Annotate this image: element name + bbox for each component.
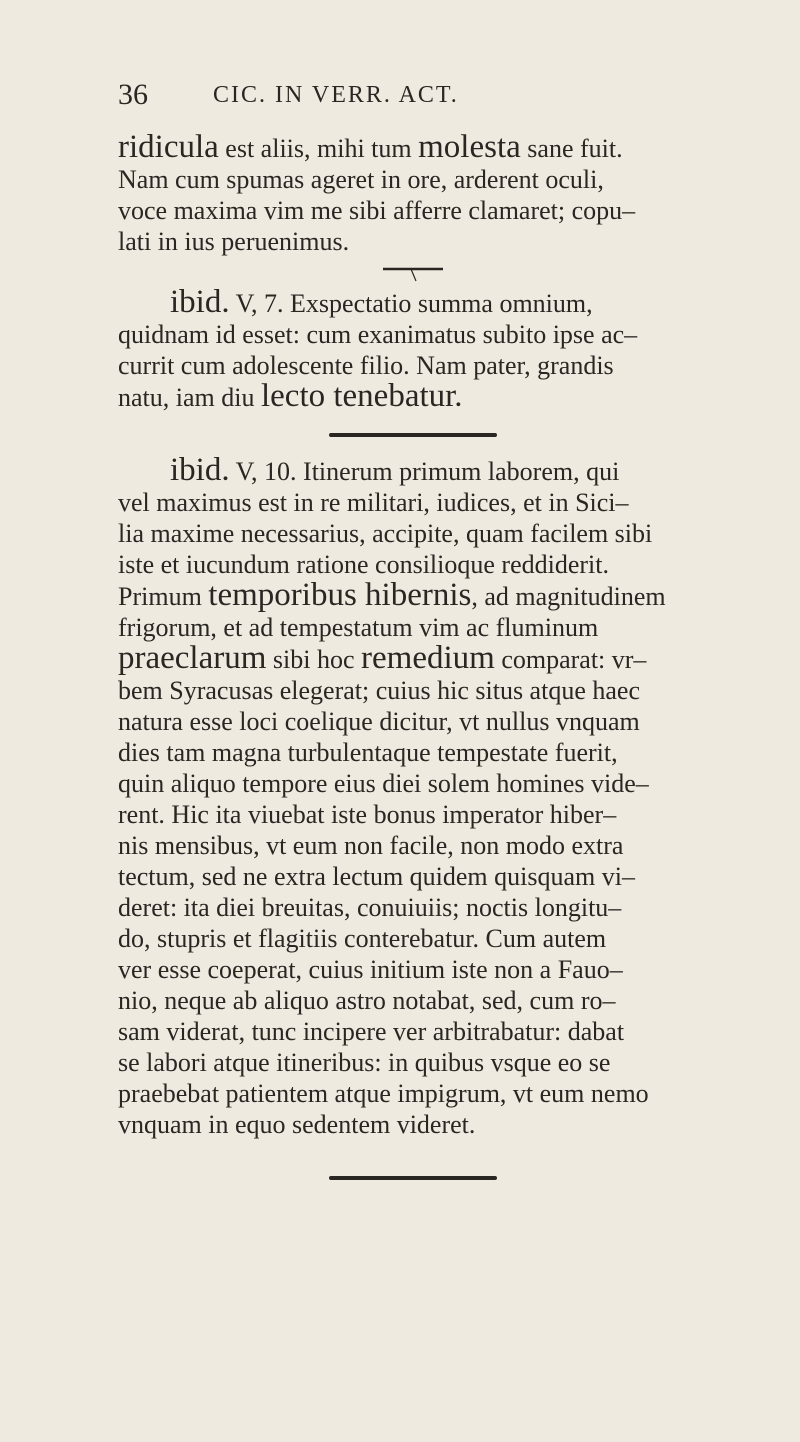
text-line: praeclarum sibi hoc remedium comparat: vr–: [118, 640, 647, 676]
section-rule: [329, 433, 497, 437]
text-line: ver esse coeperat, cuius initium iste non a Fauo–: [118, 955, 623, 984]
text-line: currit cum adolescente filio. Nam pater, grandis: [118, 351, 614, 380]
text-line: dies tam magna turbulentaque tempestate fuerit,: [118, 738, 618, 767]
text-line: Primum temporibus hibernis, ad magnitudinem: [118, 577, 666, 613]
paragraph-1: [118, 129, 708, 257]
text-line: vel maximus est in re militari, iudices, et in Sici–: [118, 488, 629, 517]
page-header: [118, 78, 588, 118]
text-line: sam viderat, tunc incipere ver arbitrabatur: dabat: [118, 1017, 625, 1046]
text-line: lati in ius peruenimus.: [118, 227, 350, 256]
paragraph-3: [118, 452, 708, 488]
text-line: ibid. V, 10. Itinerum primum laborem, qui: [170, 452, 620, 488]
text-line: bem Syracusas elegerat; cuius hic situs atque haec: [118, 676, 640, 705]
text-line: lia maxime necessarius, accipite, quam facilem sibi: [118, 519, 653, 548]
text-line: tectum, sed ne extra lectum quidem quisquam vi–: [118, 862, 635, 891]
text-line: quidnam id esset: cum exanimatus subito ipse ac–: [118, 320, 638, 349]
text-line: deret: ita diei breuitas, conuiuiis; noctis longitu–: [118, 893, 622, 922]
text-line: natu, iam diu lecto tenebatur.: [118, 378, 463, 414]
text-line: iste et iucundum ratione consilioque reddiderit.: [118, 550, 609, 579]
ornamental-rule: [323, 263, 503, 287]
text-line: natura esse loci coelique dicitur, vt nullus vnquam: [118, 707, 640, 736]
page-number: 36: [118, 78, 148, 111]
body-text: [118, 129, 708, 1180]
text-line: nio, neque ab aliquo astro notabat, sed, cum ro–: [118, 986, 616, 1015]
text-line: Nam cum spumas ageret in ore, arderent oculi,: [118, 165, 604, 194]
text-line: frigorum, et ad tempestatum vim ac fluminum: [118, 613, 599, 642]
text-line: voce maxima vim me sibi afferre clamaret; copu–: [118, 196, 636, 225]
text-line: rent. Hic ita viuebat iste bonus imperator hiber–: [118, 800, 617, 829]
text-line: praebebat patientem atque impigrum, vt eum nemo: [118, 1079, 649, 1108]
paragraph-2: [118, 284, 708, 320]
running-head: CIC. IN VERR. ACT.: [213, 82, 459, 108]
text-line: quin aliquo tempore eius diei solem homines vide–: [118, 769, 649, 798]
text-line: do, stupris et flagitiis conterebatur. Cum autem: [118, 924, 607, 953]
text-line: nis mensibus, vt eum non facile, non modo extra: [118, 831, 624, 860]
text-line: ibid. V, 7. Exspectatio summa omnium,: [170, 284, 593, 320]
text-line: se labori atque itineribus: in quibus vsque eo se: [118, 1048, 611, 1077]
text-line: ridicula est aliis, mihi tum molesta sane fuit.: [118, 129, 623, 165]
end-rule: [329, 1176, 497, 1180]
text-line: vnquam in equo sedentem videret.: [118, 1110, 476, 1139]
